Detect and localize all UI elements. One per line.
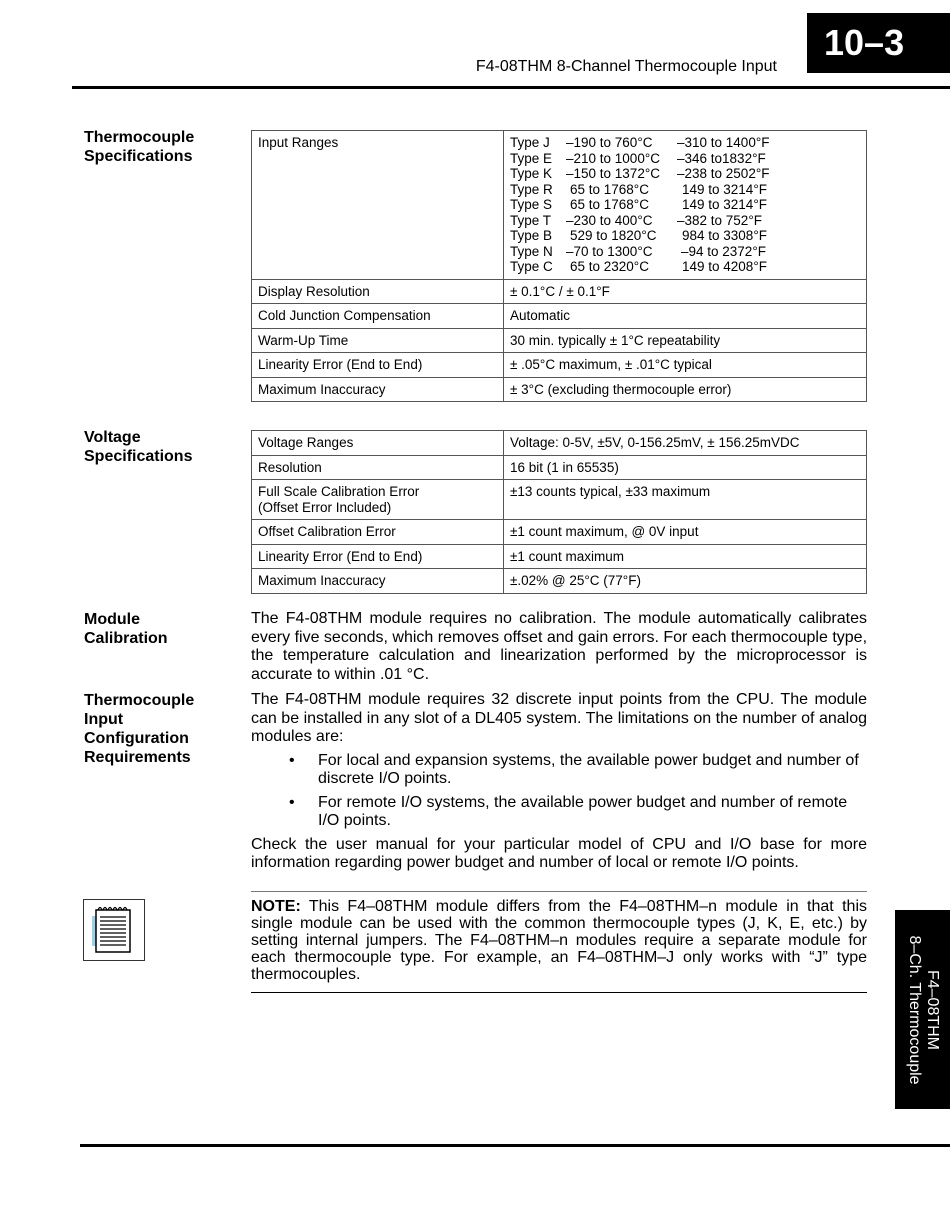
range-row-t: Type T –230 to 400°C –382 to 752°F xyxy=(510,212,762,228)
config-intro: The F4-08THM module requires 32 discrete input points from the CPU. The module can be installed in any slot of a DL405 system. The limitations on the number of analog modules are: xyxy=(251,691,867,745)
table-row xyxy=(252,569,867,594)
spec-value: Voltage: 0-5V, ±5V, 0-156.25mV, ± 156.25mVDC xyxy=(504,431,867,456)
table-row xyxy=(252,131,867,280)
table-row xyxy=(252,304,867,329)
module-calibration-heading: Module Calibration xyxy=(84,611,168,647)
table-row xyxy=(252,377,867,402)
spec-value: 30 min. typically ± 1°C repeatability xyxy=(504,328,867,353)
config-bullet-list xyxy=(251,752,867,831)
range-row-k: Type K –150 to 1372°C –238 to 2502°F xyxy=(510,166,770,181)
range-row-c: Type C 65 to 2320°C 149 to 4208°F xyxy=(510,259,767,274)
thermocouple-specs-heading: Thermocouple Specifications xyxy=(84,129,195,165)
spec-label: Linearity Error (End to End) xyxy=(252,544,504,569)
table-row xyxy=(252,328,867,353)
table-row xyxy=(252,353,867,378)
config-requirements-body xyxy=(251,691,867,873)
thermocouple-specs-table xyxy=(251,130,867,402)
note-box xyxy=(251,891,867,993)
notepad-icon xyxy=(83,899,145,961)
table-row xyxy=(252,455,867,480)
range-row-n: Type N –70 to 1300°C –94 to 2372°F xyxy=(510,243,766,259)
range-row-j: Type J –190 to 760°C –310 to 1400°F xyxy=(510,135,770,150)
top-divider xyxy=(72,86,950,89)
input-ranges-label: Input Ranges xyxy=(252,131,504,280)
spec-label: Warm-Up Time xyxy=(252,328,504,353)
table-row xyxy=(252,544,867,569)
spec-value: ±.02% @ 25°C (77°F) xyxy=(504,569,867,594)
config-requirements-heading: Thermocouple Input Configuration Requirements xyxy=(84,692,195,766)
spec-label: Display Resolution xyxy=(252,279,504,304)
list-item: • For local and expansion systems, the available power budget and number of discrete I/O points. xyxy=(289,751,859,787)
table-row xyxy=(252,520,867,545)
input-ranges-values xyxy=(504,131,867,280)
bullet-dot: • xyxy=(289,751,295,769)
spec-value: ± 0.1°C / ± 0.1°F xyxy=(504,279,867,304)
spec-value: ±1 count maximum xyxy=(504,544,867,569)
spec-value: ±13 counts typical, ±33 maximum xyxy=(504,480,867,520)
spec-label: Resolution xyxy=(252,455,504,480)
spec-value: ±1 count maximum, @ 0V input xyxy=(504,520,867,545)
spec-value: 16 bit (1 in 65535) xyxy=(504,455,867,480)
spec-label: Offset Calibration Error xyxy=(252,520,504,545)
spec-label: Maximum Inaccuracy xyxy=(252,377,504,402)
spec-label: Voltage Ranges xyxy=(252,431,504,456)
spec-value: ± 3°C (excluding thermocouple error) xyxy=(504,377,867,402)
table-row xyxy=(252,279,867,304)
table-row xyxy=(252,431,867,456)
spec-label: Maximum Inaccuracy xyxy=(252,569,504,594)
spec-value: Automatic xyxy=(504,304,867,329)
note-text: This F4–08THM module differs from the F4–08THM–n module in that this single module can be used with the common thermocouple types (J, K, E, etc.) by setting internal jumpers. The F4–08THM–n modules require a separate module for each thermocouple type. For example, an F4–08THM–J only works with “J” type thermocouples. xyxy=(251,898,867,983)
spec-value: ± .05°C maximum, ± .01°C typical xyxy=(504,353,867,378)
range-row-e: Type E –210 to 1000°C –346 to1832°F xyxy=(510,150,766,166)
range-row-s: Type S 65 to 1768°C 149 to 3214°F xyxy=(510,197,767,212)
note-lead: NOTE: xyxy=(251,898,301,915)
voltage-specs-table xyxy=(251,430,867,594)
table-row xyxy=(252,480,867,520)
list-item: • For remote I/O systems, the available power budget and number of remote I/O points. xyxy=(289,793,848,829)
page-number: 10–3 xyxy=(807,13,950,73)
side-tab-line1: F4–08THM xyxy=(923,969,941,1050)
range-row-b: Type B 529 to 1820°C 984 to 3308°F xyxy=(510,228,767,243)
bullet-dot: • xyxy=(289,793,295,811)
range-row-r: Type R 65 to 1768°C 149 to 3214°F xyxy=(510,181,767,197)
page-header-title: F4-08THM 8-Channel Thermocouple Input xyxy=(475,58,777,75)
chapter-side-tab xyxy=(895,910,950,1109)
spec-label: Full Scale Calibration Error (Offset Error Included) xyxy=(252,480,504,520)
config-closing: Check the user manual for your particular model of CPU and I/O base for more information regarding power budget and number of local or remote I/O points. xyxy=(251,835,867,871)
spec-label: Linearity Error (End to End) xyxy=(252,353,504,378)
bottom-divider xyxy=(80,1144,950,1147)
module-calibration-text: The F4-08THM module requires no calibration. The module automatically calibrates every five seconds, which removes offset and gain errors. For each thermocouple type, the temperature calculation and linearization performed by the microprocessor is accurate to within .01 °C. xyxy=(251,610,868,683)
side-tab-line2: 8–Ch. Thermocouple xyxy=(905,934,923,1085)
voltage-specs-heading: Voltage Specifications xyxy=(84,429,193,465)
spec-label: Cold Junction Compensation xyxy=(252,304,504,329)
